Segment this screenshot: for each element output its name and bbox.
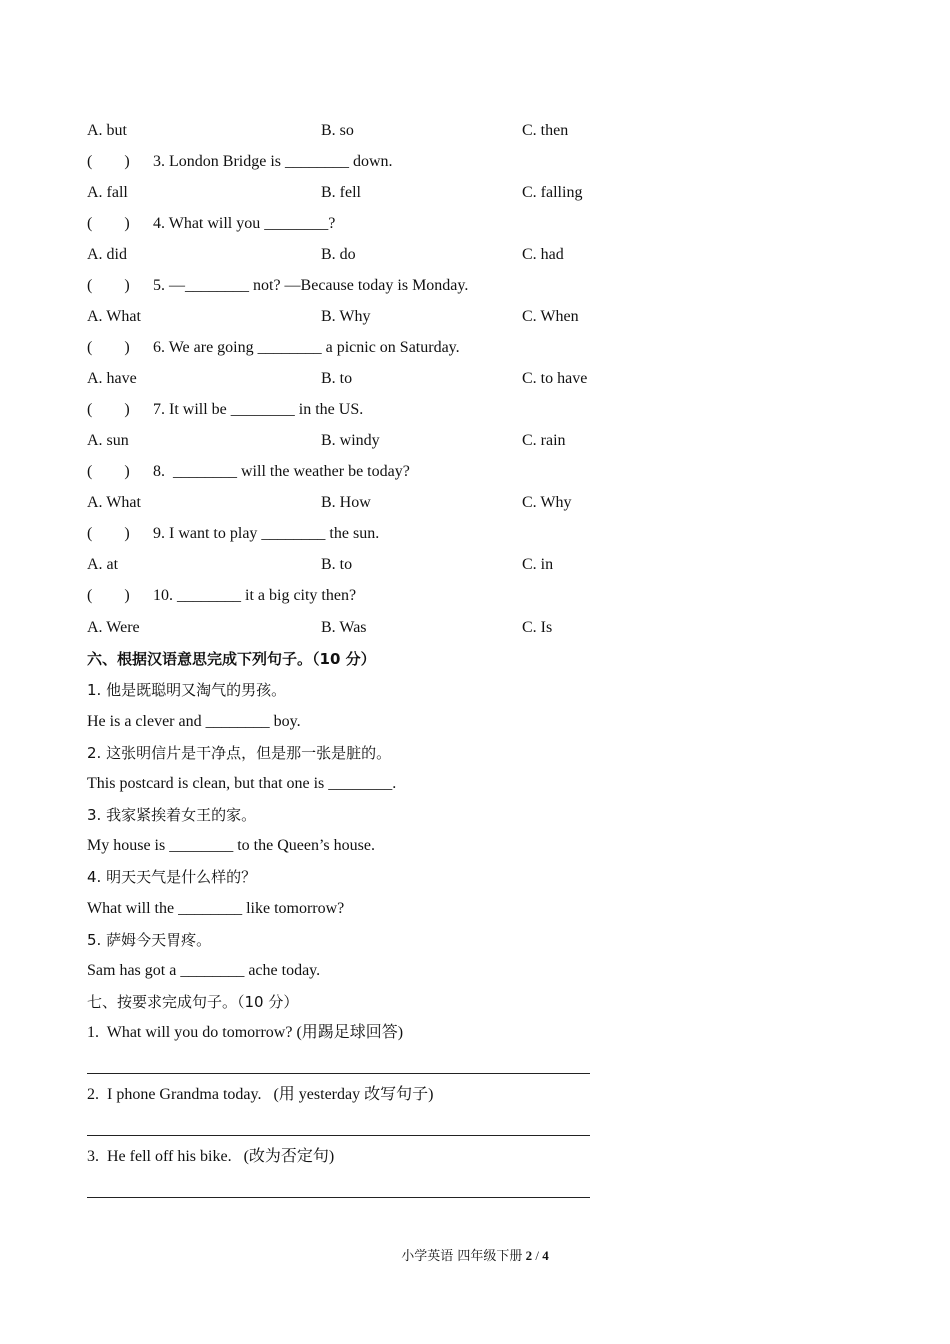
- section-6-item-4-cn: 4. 明天天气是什么样的？: [87, 868, 257, 886]
- option-a: A. What: [87, 308, 141, 325]
- option-b: B. Why: [321, 308, 371, 325]
- question-text: 8. ________ will the weather be today?: [153, 463, 410, 480]
- answer-line-1[interactable]: [87, 1073, 590, 1074]
- question-7: [87, 399, 364, 421]
- page-number: 2: [525, 1248, 533, 1263]
- question-text: 5. —________ not? —Because today is Monday.: [153, 277, 469, 294]
- page-separator: /: [535, 1248, 539, 1263]
- answer-line-3[interactable]: [87, 1197, 590, 1198]
- option-b: B. to: [321, 370, 353, 387]
- question-3: [87, 151, 393, 173]
- option-b: B. fell: [321, 184, 361, 201]
- section-7-item-3: 3. He fell off his bike. (改为否定句): [87, 1148, 335, 1165]
- section-6-item-5-cn: 5. 萨姆今天胃疼。: [87, 931, 212, 949]
- answer-paren: ( ): [87, 587, 130, 604]
- answer-paren: ( ): [87, 401, 130, 418]
- option-b: B. How: [321, 494, 371, 511]
- section-6-item-3-en: My house is ________ to the Queen’s house.: [87, 837, 375, 854]
- option-a: A. but: [87, 122, 127, 139]
- question-text: 6. We are going ________ a picnic on Saturday.: [153, 339, 460, 356]
- answer-paren: ( ): [87, 339, 130, 356]
- section-7-title: 七、按要求完成句子。（10 分）: [87, 993, 299, 1011]
- option-a: A. Were: [87, 619, 140, 636]
- option-a: A. What: [87, 494, 141, 511]
- option-b: B. so: [321, 122, 354, 139]
- section-6-title: 六、根据汉语意思完成下列句子。（10 分）: [87, 650, 376, 668]
- question-6: [87, 337, 460, 359]
- section-6-item-1-en: He is a clever and ________ boy.: [87, 713, 301, 730]
- section-7-item-2: 2. I phone Grandma today. (用 yesterday 改写句子): [87, 1086, 434, 1103]
- answer-line-2[interactable]: [87, 1135, 590, 1136]
- option-c: C. then: [522, 122, 569, 139]
- question-8: [87, 461, 410, 483]
- option-b: B. to: [321, 556, 353, 573]
- option-b: B. do: [321, 246, 356, 263]
- option-a: A. sun: [87, 432, 129, 449]
- section-7-item-1: 1. What will you do tomorrow? (用踢足球回答): [87, 1024, 404, 1041]
- section-6-item-3-cn: 3. 我家紧挨着女王的家。: [87, 806, 257, 824]
- question-5: [87, 275, 469, 297]
- answer-paren: ( ): [87, 215, 130, 232]
- section-6-item-2-cn: 2. 这张明信片是干净点，但是那一张是脏的。: [87, 744, 392, 762]
- option-c: C. Why: [522, 494, 572, 511]
- option-b: B. windy: [321, 432, 380, 449]
- option-a: A. at: [87, 556, 119, 573]
- section-6-item-5-en: Sam has got a ________ ache today.: [87, 962, 321, 979]
- option-c: C. rain: [522, 432, 566, 449]
- option-b: B. Was: [321, 619, 367, 636]
- answer-paren: ( ): [87, 277, 130, 294]
- question-text: 3. London Bridge is ________ down.: [153, 153, 393, 170]
- answer-paren: ( ): [87, 463, 130, 480]
- option-c: C. falling: [522, 184, 583, 201]
- option-a: A. fall: [87, 184, 128, 201]
- option-a: A. did: [87, 246, 127, 263]
- section-6-item-1-cn: 1. 他是既聪明又淘气的男孩。: [87, 681, 287, 699]
- answer-paren: ( ): [87, 525, 130, 542]
- option-c: C. in: [522, 556, 554, 573]
- question-4: [87, 213, 336, 235]
- section-6-item-2-en: This postcard is clean, but that one is ________.: [87, 775, 397, 792]
- option-c: C. When: [522, 308, 579, 325]
- question-10: [87, 585, 357, 607]
- page-total: 4: [542, 1248, 549, 1263]
- page-footer: [0, 1247, 950, 1266]
- footer-label: 小学英语 四年级下册: [401, 1249, 523, 1264]
- question-text: 10. ________ it a big city then?: [153, 587, 357, 604]
- option-a: A. have: [87, 370, 137, 387]
- option-c: C. had: [522, 246, 564, 263]
- question-9: [87, 523, 380, 545]
- option-c: C. to have: [522, 370, 588, 387]
- question-text: 9. I want to play ________ the sun.: [153, 525, 380, 542]
- question-text: 4. What will you ________?: [153, 215, 336, 232]
- answer-paren: ( ): [87, 153, 130, 170]
- section-6-item-4-en: What will the ________ like tomorrow?: [87, 900, 345, 917]
- option-c: C. Is: [522, 619, 553, 636]
- question-text: 7. It will be ________ in the US.: [153, 401, 364, 418]
